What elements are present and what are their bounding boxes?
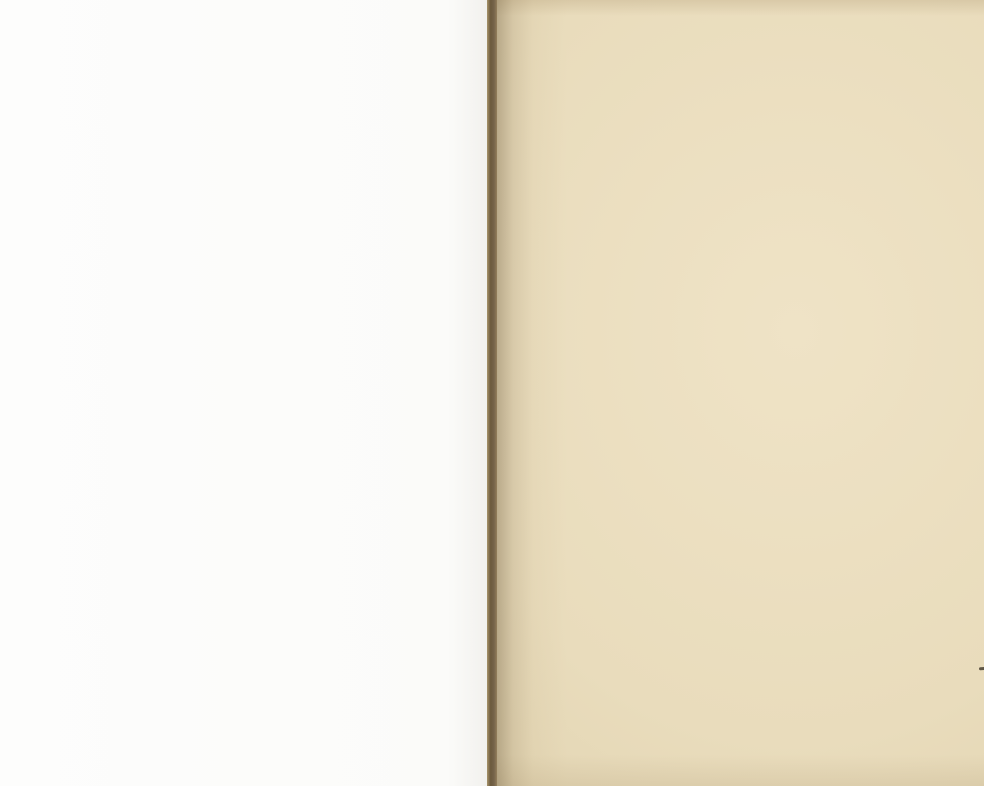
- ink-mark: [979, 667, 984, 671]
- scanner-background: [0, 0, 487, 786]
- book-page: [487, 0, 984, 786]
- gutter-shadow: [497, 0, 567, 786]
- page-edge: [487, 0, 497, 786]
